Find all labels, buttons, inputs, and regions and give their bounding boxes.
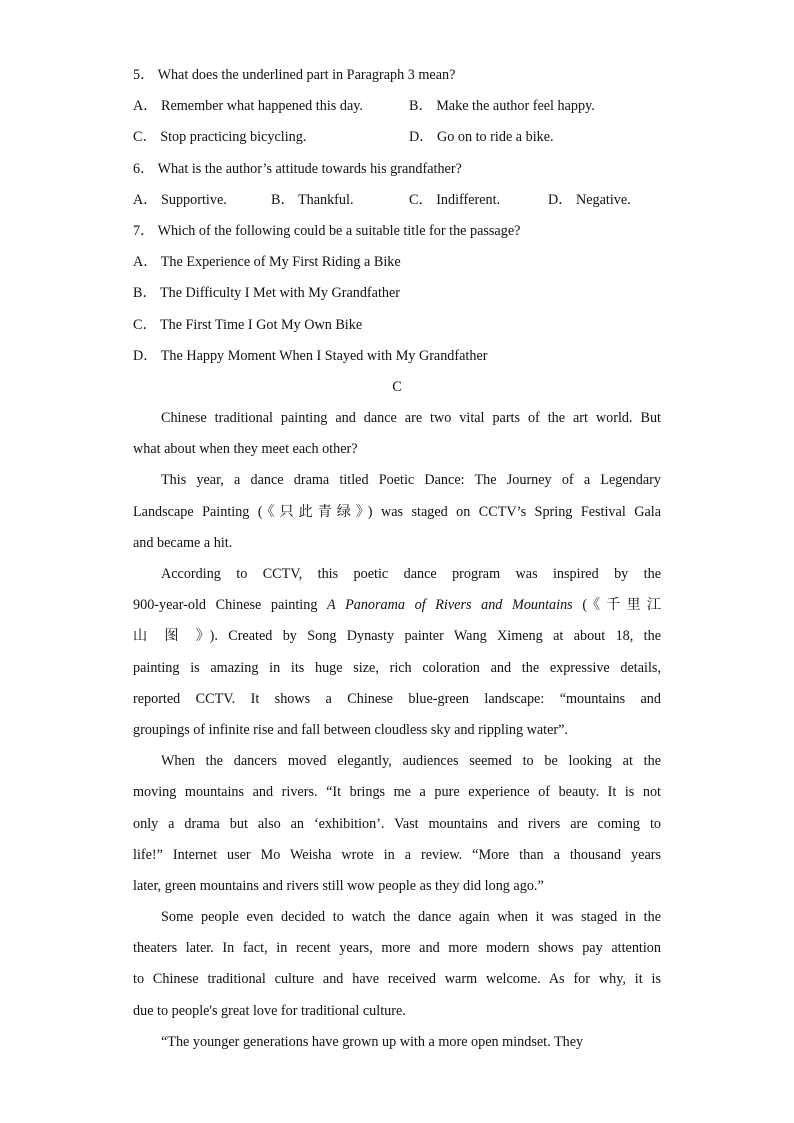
question-6-option-c: C． Indifferent. (409, 191, 501, 208)
question-5-option-b: B． Make the author feel happy. (409, 98, 595, 115)
question-7-option-d: D． The Happy Moment When I Stayed with My Grandfather (133, 347, 488, 364)
paragraph-line: 山 图 》). Created by Song Dynasty painter Wang Ximeng at about 18, the (133, 628, 661, 645)
paragraph-line: what about when they meet each other? (133, 441, 358, 458)
paragraph (133, 746, 661, 902)
paragraph-line: According to CCTV, this poetic dance program was inspired by the (161, 566, 661, 582)
question-6-option-b: B． Thankful. (271, 191, 354, 208)
paragraph (133, 559, 661, 746)
paragraph-line: painting is amazing in its huge size, rich coloration and the expressive details, (133, 659, 661, 676)
paragraph-line: moving mountains and rivers. “It brings me a pure experience of beauty. It is not (133, 784, 661, 801)
paragraph (133, 1027, 661, 1058)
question-6-stem: 6． What is the author’s attitude towards his grandfather? (133, 160, 462, 177)
paragraph-line: theaters later. In fact, in recent years, more and more modern shows pay attention (133, 940, 661, 957)
paragraph-line: due to people's great love for traditional culture. (133, 1002, 406, 1019)
question-5-option-d: D． Go on to ride a bike. (409, 129, 554, 146)
question-6-option-d: D． Negative. (548, 191, 631, 208)
document-page (133, 60, 661, 1058)
question-7-option-b: B． The Difficulty I Met with My Grandfather (133, 285, 401, 302)
section-title: C (392, 378, 402, 395)
question-6-options-row (133, 185, 661, 216)
reading-passage (133, 403, 661, 1058)
question-7-option-c: C． The First Time I Got My Own Bike (133, 316, 363, 333)
paragraph-line: life!” Internet user Mo Weisha wrote in a review. “More than a thousand years (133, 846, 661, 863)
question-5-option-a: A． Remember what happened this day. (133, 98, 363, 115)
paragraph-line: to Chinese traditional culture and have received warm welcome. As for why, it is (133, 971, 661, 988)
paragraph-line: 900-year-old Chinese painting A Panorama of Rivers and Mountains (《千里江 (133, 597, 661, 614)
italic-title: A Panorama of Rivers and Mountains (327, 597, 573, 614)
paragraph-line: Chinese traditional painting and dance are two vital parts of the art world. But (161, 410, 661, 427)
paragraph-line: This year, a dance drama titled Poetic Dance: The Journey of a Legendary (161, 472, 661, 489)
paragraph (133, 902, 661, 1027)
paragraph-line: Some people even decided to watch the dance again when it was staged in the (161, 909, 661, 926)
question-5-options-row-1 (133, 91, 661, 122)
question-5-stem: 5． What does the underlined part in Paragraph 3 mean? (133, 67, 456, 83)
question-7-stem: 7． Which of the following could be a suitable title for the passage? (133, 222, 521, 239)
paragraph-line: “The younger generations have grown up with a more open mindset. They (161, 1033, 584, 1050)
paragraph (133, 403, 661, 465)
paragraph-line: later, green mountains and rivers still wow people as they did long ago.” (133, 877, 544, 894)
question-5-option-c: C． Stop practicing bicycling. (133, 129, 307, 146)
question-6-option-a: A． Supportive. (133, 191, 227, 208)
paragraph-line: groupings of infinite rise and fall between cloudless sky and rippling water”. (133, 721, 568, 738)
paragraph-line: reported CCTV. It shows a Chinese blue-green landscape: “mountains and (133, 690, 661, 707)
paragraph-line: Landscape Painting (《只此青绿》) was staged on CCTV’s Spring Festival Gala (133, 503, 661, 520)
paragraph-line: When the dancers moved elegantly, audiences seemed to be looking at the (161, 753, 661, 770)
question-7-option-a: A． The Experience of My First Riding a Bike (133, 254, 401, 271)
question-5-options-row-2 (133, 122, 661, 153)
paragraph-line: and became a hit. (133, 534, 233, 551)
paragraph-line: only a drama but also an ‘exhibition’. Vast mountains and rivers are coming to (133, 815, 661, 832)
paragraph (133, 465, 661, 559)
